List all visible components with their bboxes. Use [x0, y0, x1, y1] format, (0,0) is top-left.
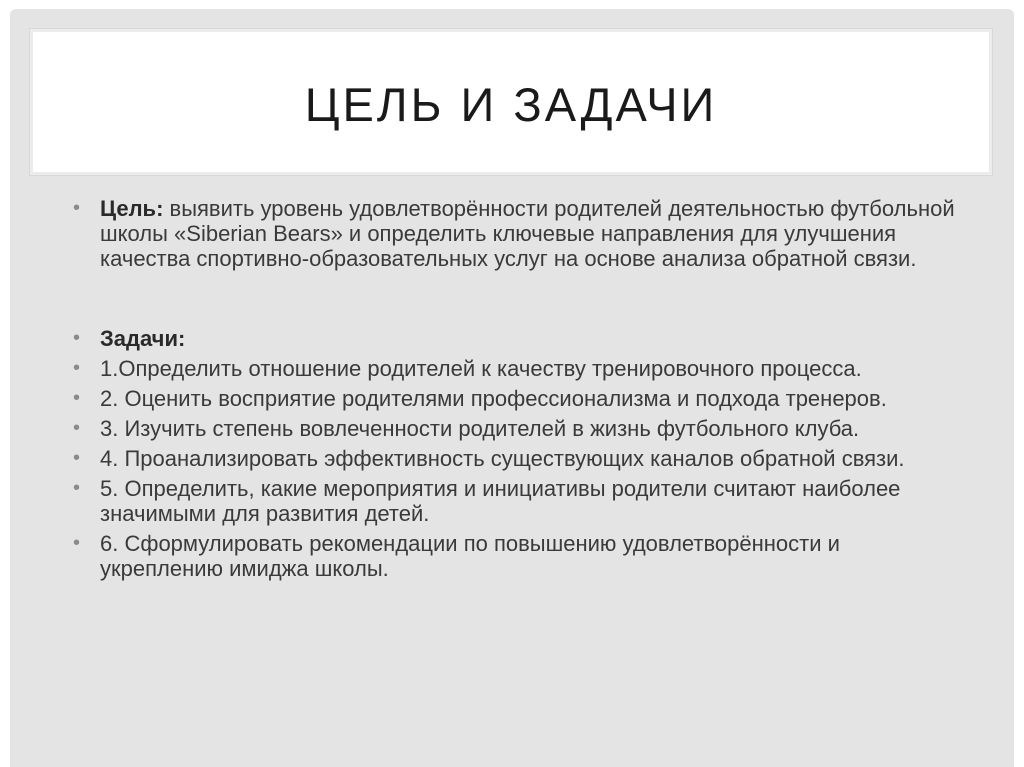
tasks-label: Задачи:	[100, 326, 186, 351]
task-item-3	[72, 416, 962, 441]
task-text: 6. Сформулировать рекомендации по повышению удовлетворённости и укреплению имиджа школы.	[100, 531, 840, 581]
task-text: 4. Проанализировать эффективность существующих каналов обратной связи.	[100, 446, 905, 471]
goal-label: Цель:	[100, 196, 164, 221]
task-text: 1.Определить отношение родителей к качеству тренировочного процесса.	[100, 356, 862, 381]
task-item-5	[72, 476, 962, 526]
bullet-icon: •	[73, 327, 81, 349]
goal-text: выявить уровень удовлетворённости родителей деятельностью футбольной школы «Siberian Bears» и определить ключевые направления для улучшения качества спортивно-образовательных услуг на основе анализа обратной связи.	[100, 196, 955, 271]
task-item-2	[72, 386, 962, 411]
task-text: 5. Определить, какие мероприятия и инициативы родители считают наиболее значимыми для развития детей.	[100, 476, 901, 526]
bullet-icon: •	[73, 387, 81, 409]
slide	[10, 9, 1014, 767]
task-item-6	[72, 531, 962, 581]
task-item-4	[72, 446, 962, 471]
goal-bullet	[72, 196, 962, 271]
bullet-icon: •	[73, 417, 81, 439]
content-area	[72, 196, 962, 581]
task-text: 2. Оценить восприятие родителями профессионализма и подхода тренеров.	[100, 386, 887, 411]
bullet-icon: •	[73, 357, 81, 379]
bullet-icon: •	[73, 447, 81, 469]
bullet-icon: •	[73, 532, 81, 554]
tasks-heading-bullet	[72, 326, 962, 351]
bullet-icon: •	[73, 197, 81, 219]
title-box	[30, 29, 992, 175]
bullet-icon: •	[73, 477, 81, 499]
task-text: 3. Изучить степень вовлеченности родителей в жизнь футбольного клуба.	[100, 416, 860, 441]
task-item-1	[72, 356, 962, 381]
slide-title: ЦЕЛЬ И ЗАДАЧИ	[304, 78, 718, 131]
